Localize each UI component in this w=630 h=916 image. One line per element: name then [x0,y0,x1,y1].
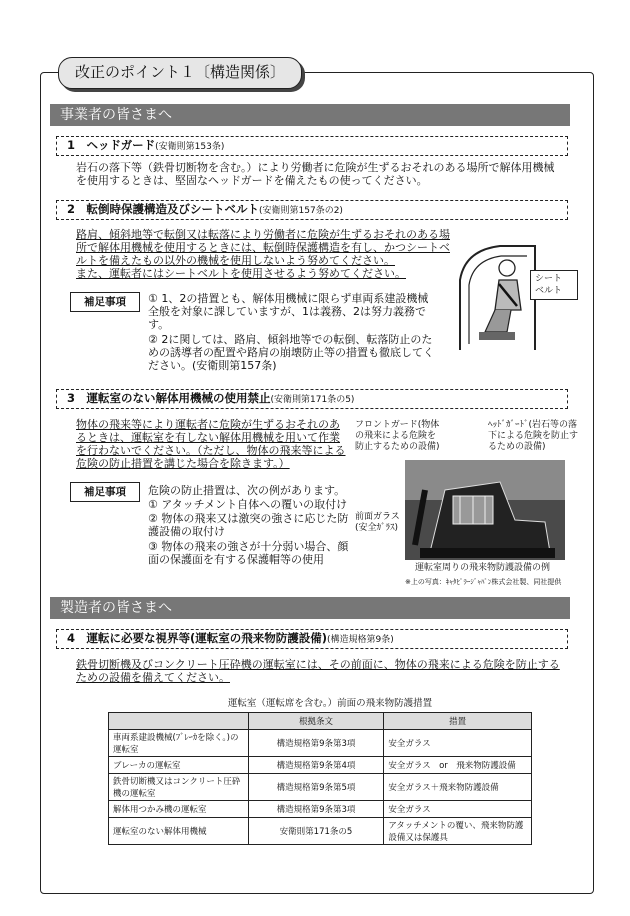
table-row [109,774,532,801]
item3-heading-text: 3 運転室のない解体用機械の使用禁止 [67,391,271,405]
protection-table [108,712,532,845]
table-cell: 解体用つかみ機の運転室 [109,801,249,818]
item3-body: 物体の飛来等により運転者に危険が生ずるおそれのあるときは、運転室を有しない解体用機械を用いて作業を行わないでください。（ただし、物体の飛来等による危険の防止措置を講じた場合を除きます。） [76,418,346,470]
table-cell: 安全ガラス or 飛来物防護設備 [384,757,532,774]
table-cell: 安全ガラス [384,801,532,818]
item2-supp1: ① 1、2の措置とも、解体用機械に限らず車両系建設機械全般を対象に課していますが、1は義務、2は努力義務です。 [148,292,429,331]
item3-supp-item-3: ③ 物体の飛来の強さが十分弱い場合、顔面の保護面を有する保護帽等の使用 [148,540,349,566]
table-cell: 構造規格第9条第3項 [248,801,384,818]
item2-heading-text: 2 転倒時保護構造及びシートベルト [67,202,259,216]
item3-supp-intro: 危険の防止措置は、次の例があります。 [148,484,346,497]
item2-supplement-label: 補足事項 [70,292,140,312]
front-guard-label: フロントガード(物体の飛来による危険を防止するための設備) [355,420,440,452]
item4-heading [56,629,568,649]
seatbelt-label: シート ベルト [530,270,578,300]
item2-supp2: ② 2に関しては、路肩、傾斜地等での転倒、転落防止のための誘導者の配置や路肩の崩壊防止等の措置も徹底してください。(安衛則第157条) [148,333,434,372]
cab-protection-photo [405,460,565,560]
photo-caption: 運転室周りの飛来物防護設備の例 [415,563,551,573]
table-cell: 安衛則第171条の5 [248,818,384,845]
item2-body: 路肩、傾斜地等で転倒又は転落により労働者に危険が生ずるおそれのある場所で解体用機械を使用するときには、転倒時保護構造を有し、かつシートベルトを備えたもの以外の機械を使用しないよう努めてください。 [76,228,450,267]
item2-ref: (安衛則第157条の2) [259,206,343,216]
table-cell: 安全ガラス [384,730,532,757]
table-cell: ブレーカの運転室 [109,757,249,774]
table-cell: 運転室のない解体用機械 [109,818,249,845]
table-row [109,801,532,818]
table-cell: 鉄骨切断機又はコンクリート圧砕機の運転室 [109,774,249,801]
table-row [109,757,532,774]
item2-body2: また、運転者にはシートベルトを使用させるよう努めてください。 [76,267,406,280]
item4-body: 鉄骨切断機及びコンクリート圧砕機の運転室には、その前面に、物体の飛来による危険を防止するための設備を備えてください。 [76,658,560,684]
table-row [109,730,532,757]
item3-heading [56,389,568,409]
item4-ref: (構造規格第9条) [327,635,394,645]
item1-heading-text: 1 ヘッドガード [67,138,156,152]
table-header-row [109,713,532,730]
item2-heading [56,200,568,220]
item1-ref: (安衛則第153条) [155,142,225,152]
page-title: 改正のポイント１〔構造関係〕 [58,57,302,89]
table-cell: 構造規格第9条第4項 [248,757,384,774]
table-cell: 構造規格第9条第5項 [248,774,384,801]
excavator-icon [405,460,565,560]
section-band-business: 事業者の皆さまへ [50,104,570,126]
item1-heading [56,136,568,156]
item3-supplement-label: 補足事項 [70,482,140,502]
table-title: 運転室（運転席を含む。）前面の飛来物防護措置 [227,698,433,709]
item3-supp-item-1: ① アタッチメント自体への覆いの取付け [148,498,348,511]
item3-supp-item-2: ② 物体の飛来又は激突の強さに応じた防護設備の取付け [148,512,349,538]
table-cell: 構造規格第9条第3項 [248,730,384,757]
table-cell: アタッチメントの覆い、飛来物防護設備又は保護具 [384,818,532,845]
table-cell: 車両系建設機械(ﾌﾞﾚｰｶを除く。)の運転室 [109,730,249,757]
table-cell: 安全ガラス＋飛来物防護設備 [384,774,532,801]
item1-body: 岩石の落下等（鉄骨切断物を含む。）により労働者に危険が生ずるおそれのある場所で解体用機械を使用するときは、堅固なヘッドガードを備えたもの使ってください。 [76,161,555,187]
head-guard-label: ﾍｯﾄﾞｶﾞｰﾄﾞ(岩石等の落下による危険を防止するための設備) [488,420,579,452]
photo-credit: ※上の写真：ｷｬﾀﾋﾟﾗｰｼﾞｬﾊﾟﾝ株式会社製、同社提供 [405,578,562,586]
front-glass-label: 前面ガラス (安全ｶﾞﾗｽ) [355,512,400,533]
item3-ref: (安衛則第171条の5) [270,395,355,405]
table-header [109,713,249,730]
table-header: 措置 [384,713,532,730]
table-row [109,818,532,845]
item4-heading-text: 4 運転に必要な視界等(運転室の飛来物防護設備) [67,631,328,645]
table-header: 根拠条文 [248,713,384,730]
section-band-manufacturer: 製造者の皆さまへ [50,597,570,619]
